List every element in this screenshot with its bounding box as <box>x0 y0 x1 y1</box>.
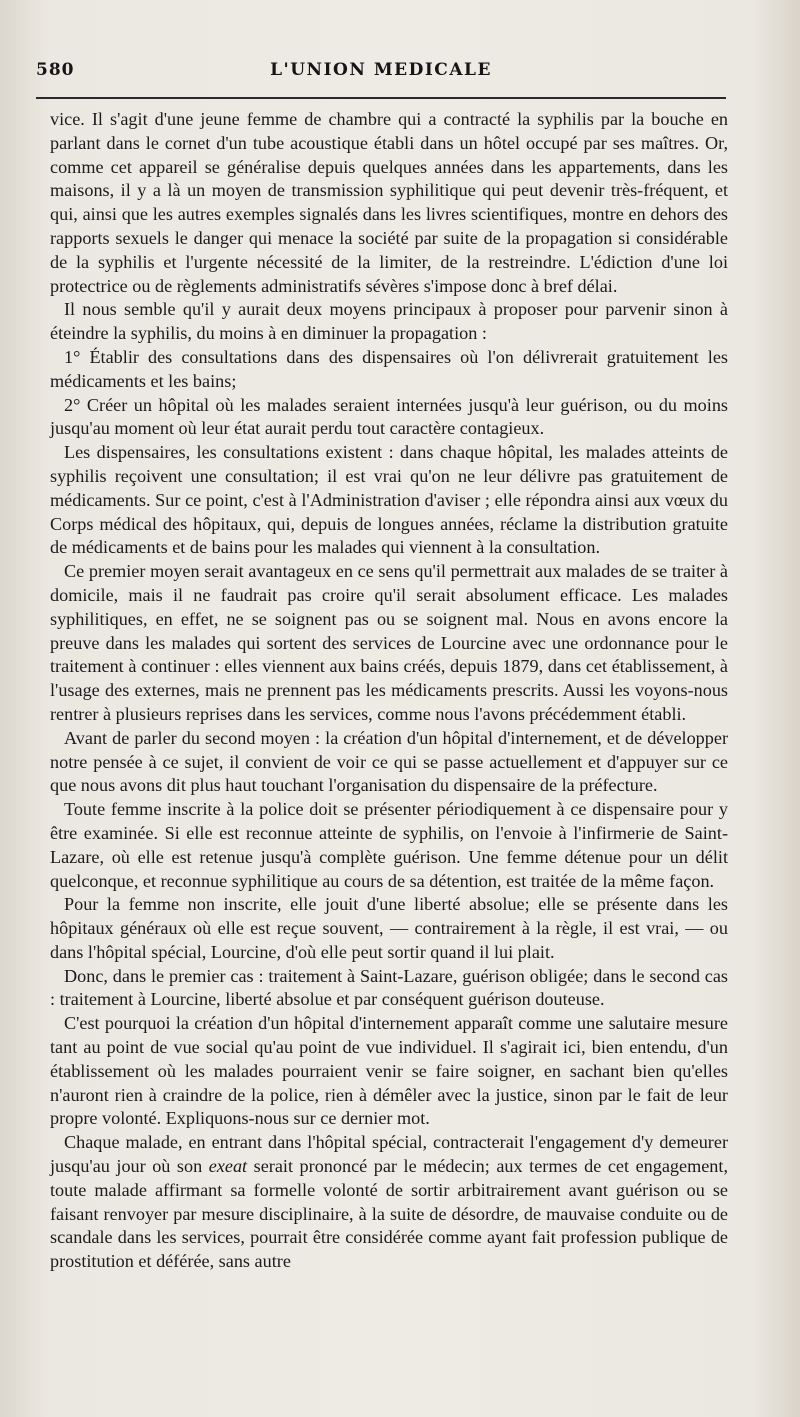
page-number: 580 <box>36 60 75 80</box>
text-run: serait prononcé par le médecin; aux termes de cet engagement, toute malade affirmant sa formelle volonté de sortir arbitrairement avant guérison ou se faisant renvoyer par mesure disciplinaire, à la suite de désordre, de mauvaise conduite ou de scandale dans les services, pourrait être considérée comme ayant fait profession publique de prostitution et déférée, sans autre <box>50 1156 728 1272</box>
paragraph: Donc, dans le premier cas : traitement à Saint-Lazare, guérison obligée; dans le second cas : traitement à Lourcine, liberté absolue et par conséquent guérison douteuse. <box>50 965 728 1010</box>
paragraph: Toute femme inscrite à la police doit se présenter périodiquement à ce dispensaire pour y être examinée. Si elle est reconnue atteinte de syphilis, on l'envoie à l'infirmerie de Saint-Lazare, où elle est retenue jusqu'à complète guérison. Une femme détenue pour un délit quelconque, et reconnue syphilitique au cours de sa détention, est traitée de la même façon. <box>50 799 728 891</box>
journal-title: L'UNION MEDICALE <box>270 60 492 80</box>
paragraph-list-item-2: 2° Créer un hôpital où les malades seraient internées jusqu'à leur guérison, ou du moins jusqu'au moment où leur état aurait perdu tout caractère contagieux. <box>50 394 728 439</box>
paragraph: Il nous semble qu'il y aurait deux moyens principaux à proposer pour parvenir sinon à éteindre la syphilis, du moins à en diminuer la propagation : <box>50 299 728 344</box>
paragraph: Ce premier moyen serait avantageux en ce sens qu'il permettrait aux malades de se traiter à domicile, mais il ne faudrait pas croire qu'il serait absolument efficace. Les malades syphilitiques, en effet, ne se soignent pas ou se soignent mal. Nous en avons encore la preuve dans les malades qui sortent des services de Lourcine avec une ordonnance pour le traitement à continuer : elles viennent aux bains créés, depuis 1879, dans cet établissement, à l'usage des externes, mais ne prennent pas les médicaments prescrits. Aussi les voyons-nous rentrer à plusieurs reprises dans les services, comme nous l'avons précédemment établi. <box>50 561 728 724</box>
article-body <box>50 108 728 1274</box>
italic-term: exeat <box>208 1156 248 1177</box>
paragraph-last <box>50 1131 728 1274</box>
paragraph-continuation: vice. Il s'agit d'une jeune femme de chambre qui a contracté la syphilis par la bouche en parlant dans le cornet d'un tube acoustique établi dans un hôtel occupé par ses maîtres. Or, comme cet appareil se généralise depuis quelques années dans les appartements, dans les maisons, il y a là un moyen de transmission syphilitique qui peut devenir très-fréquent, et qui, ainsi que les autres exemples signalés dans les livres scientifiques, montre en dehors des rapports sexuels le danger qui menace la société par suite de la propagation si considérable de la syphilis et l'urgente nécessité de la limiter, de la restreindre. L'édiction d'une loi protectrice ou de règlements administratifs sévères s'impose donc à bref délai. <box>50 109 728 296</box>
page-header <box>36 60 726 86</box>
header-rule <box>36 97 726 99</box>
paragraph: C'est pourquoi la création d'un hôpital d'internement apparaît comme une salutaire mesure tant au point de vue social qu'au point de vue individuel. Il s'agirait ici, bien entendu, d'un établissement où les malades pourraient venir se faire soigner, en sachant bien qu'elles n'auront rien à craindre de la police, rien à démêler avec la justice, sinon par le fait de leur propre volonté. Expliquons-nous sur ce dernier mot. <box>50 1013 728 1129</box>
paragraph-list-item-1: 1° Établir des consultations dans des dispensaires où l'on délivrerait gratuitement les médicaments et les bains; <box>50 346 728 391</box>
paragraph: Les dispensaires, les consultations existent : dans chaque hôpital, les malades atteints de syphilis reçoivent une consultation; il est vrai qu'on ne leur délivre pas gratuitement de médicaments. Sur ce point, c'est à l'Administration d'aviser ; elle répondra ainsi aux vœux du Corps médical des hôpitaux, qui, depuis de longues années, réclame la distribution gratuite de médicaments et de bains pour les malades qui viennent à la consultation. <box>50 442 728 558</box>
paragraph: Pour la femme non inscrite, elle jouit d'une liberté absolue; elle se présente dans les hôpitaux généraux où elle est reçue souvent, — contrairement à la règle, il est vrai, — ou dans l'hôpital spécial, Lourcine, d'où elle peut sortir quand il lui plait. <box>50 894 728 962</box>
text-run: Chaque malade, en entrant dans l'hôpital spécial, contracterait l'engagement d'y demeurer jusqu'au jour où son <box>50 1132 728 1177</box>
paragraph: Avant de parler du second moyen : la création d'un hôpital d'internement, et de développer notre pensée à ce sujet, il convient de voir ce qui se passe actuellement et d'appuyer sur ce que nous avons dit plus haut touchant l'organisation du dispensaire de la préfecture. <box>50 727 728 796</box>
